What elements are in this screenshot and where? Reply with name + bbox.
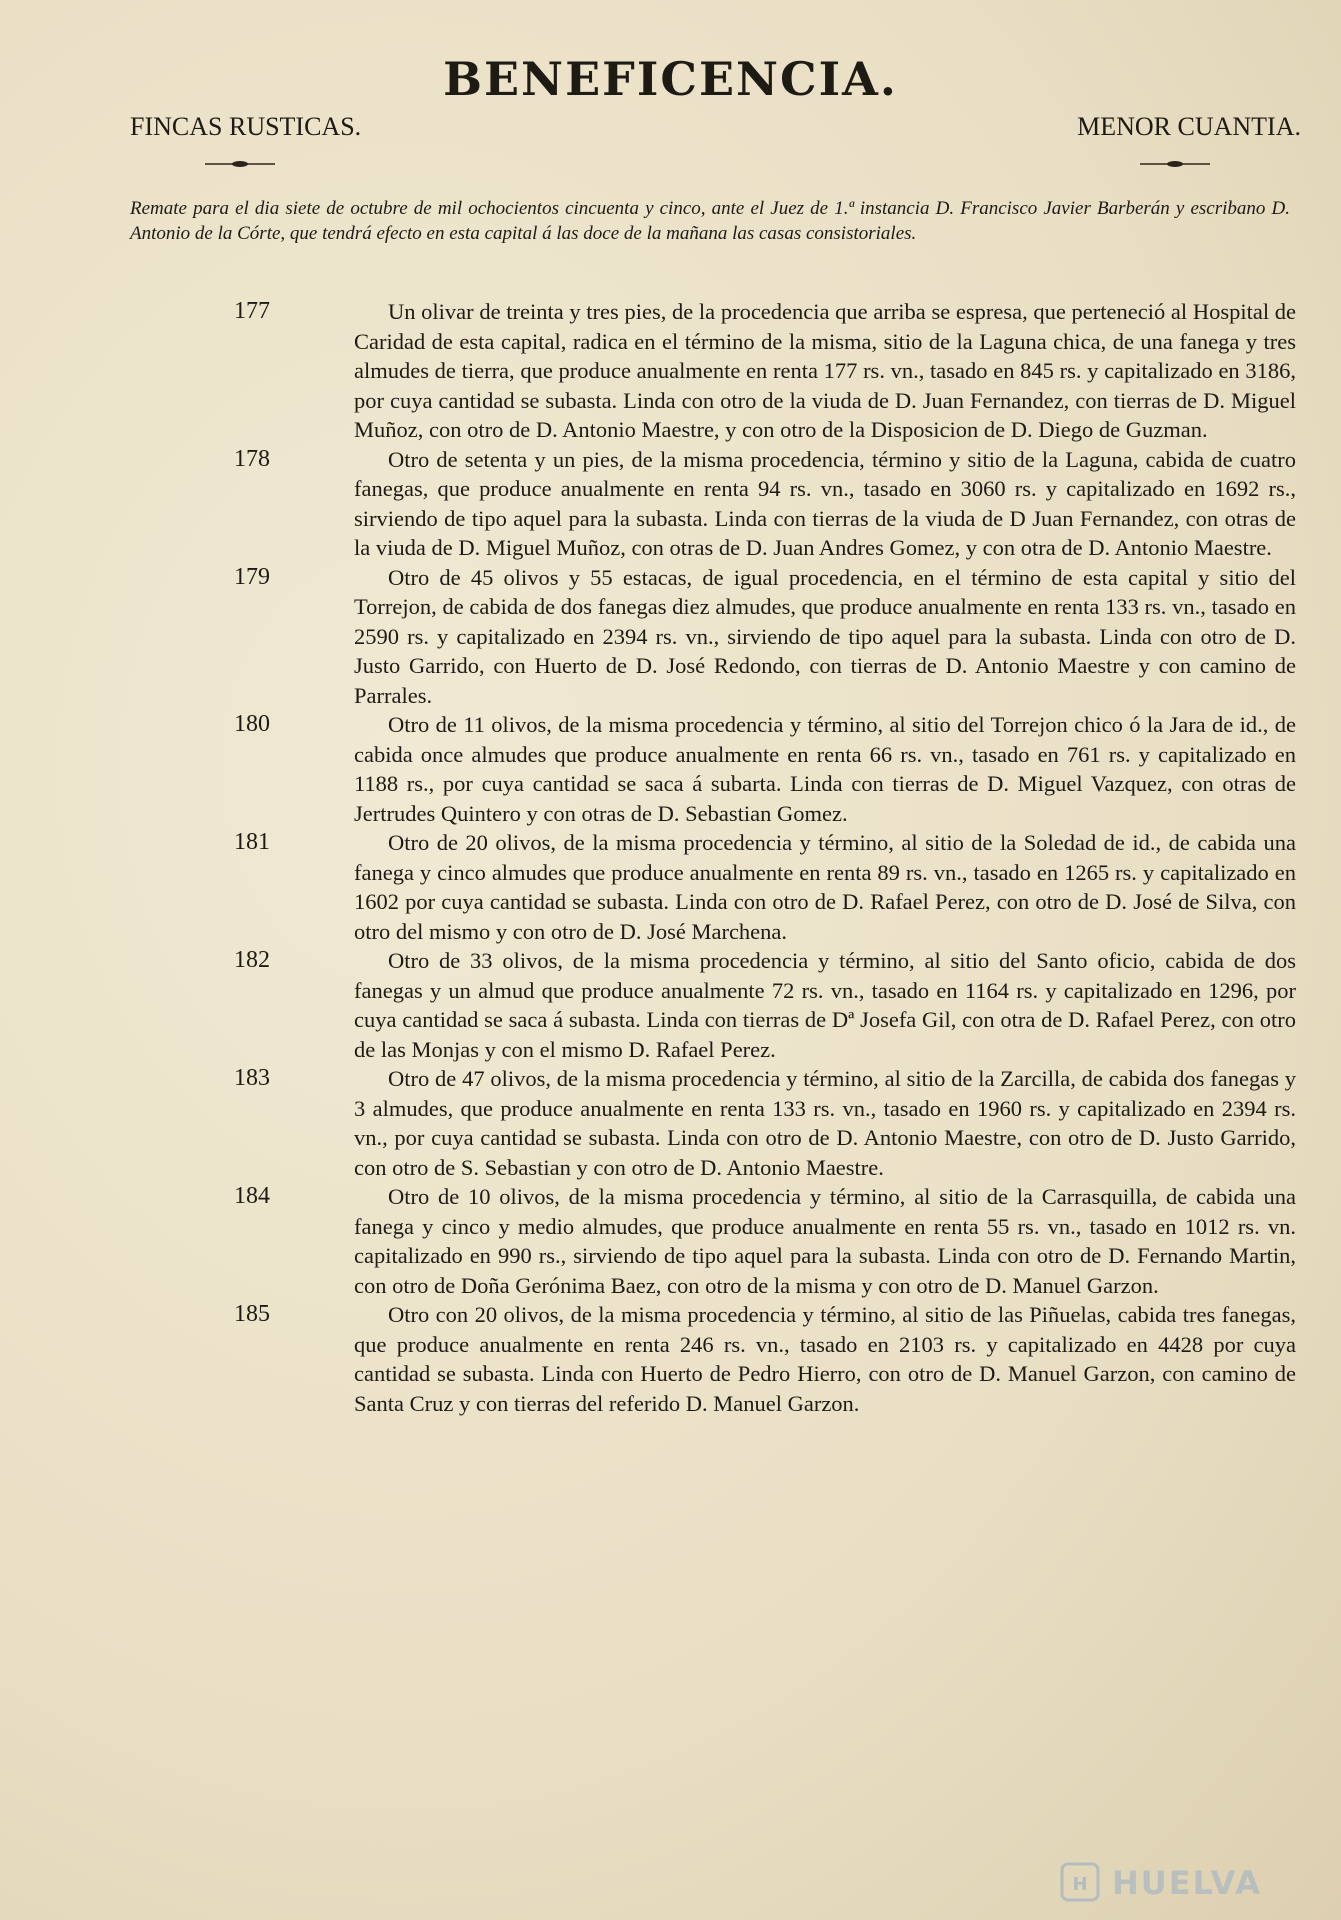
entry-number: 182 — [234, 947, 270, 973]
list-item — [150, 1300, 1300, 1418]
list-item — [150, 1182, 1300, 1300]
list-item — [150, 563, 1300, 711]
entry-text: Otro de 45 olivos y 55 estacas, de igual procedencia, en el término de esta capital y sitio del Torrejon, de cabida de dos fanegas diez almudes, que produce anualmente en renta 133 rs. vn., tasado en 2590 rs. y capitalizado en 2394 rs. vn., sirviendo de tipo aquel para la subasta. Linda con otro de D. Justo Garrido, con Huerto de D. José Redondo, con tierras de D. Antonio Maestre y con camino de Parrales. — [354, 564, 1296, 708]
entry-list — [150, 297, 1300, 1418]
entry-number: 185 — [234, 1301, 270, 1327]
entry-text: Otro de 10 olivos, de la misma procedencia y término, al sitio de la Carrasquilla, de cabida una fanega y cinco y medio almudes, que produce anualmente en renta 55 rs. vn., tasado en 1012 rs. vn. capitalizado en 990 rs., sirviendo de tipo aquel para la subasta. Linda con otro de D. Fernando Martin, con otro de Doña Gerónima Baez, con otro de la misma y con otro de D. Manuel Garzon. — [354, 1184, 1296, 1298]
archive-stamp-icon — [1060, 1860, 1300, 1904]
ornament-right-icon — [1140, 160, 1210, 168]
entry-number: 181 — [234, 829, 270, 855]
entry-text: Otro de 33 olivos, de la misma procedencia y término, al sitio del Santo oficio, cabida de dos fanegas y un almud que produce anualmente 72 rs. vn., tasado en 1164 rs. y capitalizado en 1296, por cuya cantidad se saca á subasta. Linda con tierras de Dª Josefa Gil, con otra de D. Rafael Perez, con otro de las Monjas y con el mismo D. Rafael Perez. — [354, 948, 1296, 1062]
list-item — [150, 710, 1300, 828]
section-left-heading: FINCAS RUSTICAS. — [130, 112, 362, 141]
svg-text:H: H — [1072, 1874, 1088, 1895]
list-item — [150, 297, 1300, 445]
entry-text: Otro de 20 olivos, de la misma procedencia y término, al sitio de la Soledad de id., de cabida una fanega y cinco almudes que produce anualmente en renta 89 rs. vn., tasado en 1265 rs. y capitalizado en 1602 por cuya cantidad se subasta. Linda con otro de D. Rafael Perez, con otro de D. José de Silva, con otro del mismo y con otro de D. José Marchena. — [354, 830, 1296, 944]
list-item — [150, 1064, 1300, 1182]
entry-number: 177 — [234, 298, 270, 324]
entry-number: 179 — [234, 563, 270, 590]
entry-number: 183 — [234, 1065, 270, 1091]
auction-intro: Remate para el dia siete de octubre de mil ochocientos cincuenta y cinco, ante el Juez de 1.ª instancia D. Francisco Javier Barberán y escribano D. Antonio de la Córte, que tendrá efecto en esta capital á las doce de la mañana las casas consistoriales. — [130, 198, 1290, 244]
entry-text: Otro de 47 olivos, de la misma procedencia y término, al sitio de la Zarcilla, de cabida dos fanegas y 3 almudes, que produce anualmente en renta 133 rs. vn., tasado en 1960 rs. y capitalizado en 2394 rs. vn., por cuya cantidad se subasta. Linda con otro de D. Antonio Maestre, con otro de D. Justo Garrido, con otro de S. Sebastian y con otro de D. Antonio Maestre. — [354, 1066, 1296, 1180]
list-item — [150, 946, 1300, 1064]
entry-text: Otro con 20 olivos, de la misma procedencia y término, al sitio de las Piñuelas, cabida tres fanegas, que produce anualmente en renta 246 rs. vn., tasado en 2103 rs. y capitalizado en 4428 por cuya cantidad se subasta. Linda con Huerto de Pedro Hierro, con otro de D. Manuel Garzon, con camino de Santa Cruz y con tierras del referido D. Manuel Garzon. — [354, 1302, 1296, 1416]
page-title: BENEFICENCIA. — [443, 52, 898, 106]
entry-text: Otro de 11 olivos, de la misma procedencia y término, al sitio del Torrejon chico ó la Jara de id., de cabida once almudes que produce anualmente en renta 66 rs. vn., tasado en 761 rs. y capitalizado en 1188 rs., por cuya cantidad se saca á subarta. Linda con tierras de D. Miguel Vazquez, con otras de Jertrudes Quintero y con otras de D. Sebastian Gomez. — [354, 712, 1296, 826]
list-item — [150, 445, 1300, 563]
stamp-text: HUELVA — [1112, 1864, 1262, 1902]
entry-text: Otro de setenta y un pies, de la misma procedencia, término y sitio de la Laguna, cabida de cuatro fanegas, que produce anualmente en renta 94 rs. vn., tasado en 3060 rs. y capitalizado en 1692 rs., sirviendo de tipo aquel para la subasta. Linda con tierras de la viuda de D Juan Fernandez, con otras de la viuda de D. Miguel Muñoz, con otras de D. Juan Andres Gomez, y con otra de D. Antonio Maestre. — [354, 446, 1296, 560]
entry-number: 184 — [234, 1183, 270, 1209]
list-item — [150, 828, 1300, 946]
ornament-left-icon — [205, 160, 275, 168]
entry-number: 180 — [234, 711, 270, 737]
entry-text: Un olivar de treinta y tres pies, de la procedencia que arriba se espresa, que perteneció al Hospital de Caridad de esta capital, radica en el término de la misma, sitio de la Laguna chica, de una fanega y tres almudes de tierra, que produce anualmente en renta 177 rs. vn., tasado en 845 rs. y capitalizado en 3186, por cuya cantidad se subasta. Linda con otro de la viuda de D. Juan Fernandez, con tierras de D. Miguel Muñoz, con otro de D. Antonio Maestre, y con otro de la Disposicion de D. Diego de Guzman. — [354, 299, 1296, 442]
entry-number: 178 — [234, 445, 270, 472]
section-right-heading: MENOR CUANTIA. — [1077, 112, 1301, 141]
